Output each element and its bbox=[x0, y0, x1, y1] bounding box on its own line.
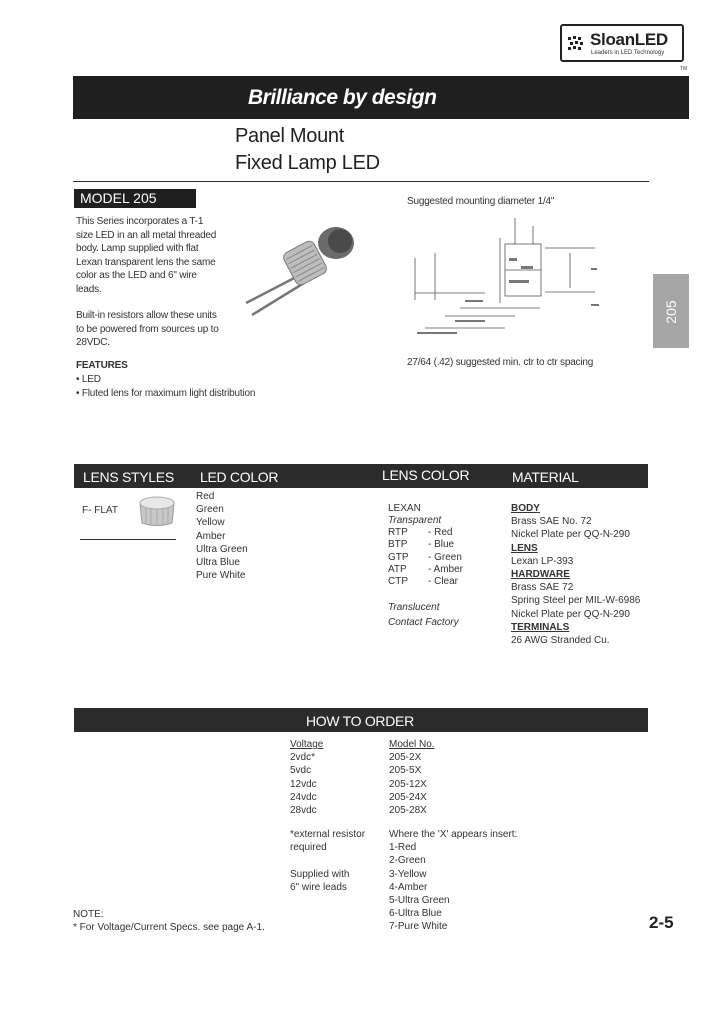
resistor-note bbox=[290, 828, 365, 854]
lens-code-color: - Red bbox=[428, 527, 453, 538]
lens-code-row bbox=[388, 576, 463, 588]
lens-code: BTP bbox=[388, 539, 408, 551]
material-header: MATERIAL bbox=[512, 469, 579, 485]
voltage-column bbox=[290, 738, 323, 817]
led-color-item: Yellow bbox=[196, 517, 225, 529]
insert-item: 7-Pure White bbox=[389, 921, 448, 933]
insert-item: 6-Ultra Blue bbox=[389, 908, 442, 920]
supplied-note bbox=[290, 868, 349, 894]
insert-item: 1-Red bbox=[389, 842, 417, 854]
note-line: 6" wire leads bbox=[290, 882, 347, 894]
note-line: *external resistor bbox=[290, 829, 366, 840]
lens-code-list bbox=[388, 527, 463, 588]
lens-code-color: - Blue bbox=[428, 539, 455, 551]
lens-code: RTP bbox=[388, 527, 408, 538]
model-value: 205-5X bbox=[389, 765, 422, 777]
order-header-bar bbox=[74, 708, 648, 732]
body-heading: BODY bbox=[511, 503, 540, 514]
feature-item: • Fluted lens for maximum light distribution bbox=[76, 387, 256, 399]
led-color-item: Ultra Blue bbox=[196, 557, 240, 569]
dimension-drawing bbox=[405, 208, 605, 343]
material-item: Brass SAE 72 bbox=[511, 582, 574, 594]
note-heading: NOTE: bbox=[73, 909, 104, 920]
lens-code-color: - Green bbox=[428, 551, 462, 563]
insert-item: 4-Amber bbox=[389, 881, 428, 893]
lens-style-divider bbox=[80, 539, 176, 540]
material-list bbox=[511, 502, 640, 647]
contact-factory-label: Contact Factory bbox=[388, 617, 459, 628]
flat-lens-photo bbox=[136, 493, 178, 529]
lens-code: GTP bbox=[388, 551, 409, 563]
brand-tagline: Leaders in LED Technology bbox=[591, 50, 665, 56]
material-item: 26 AWG Stranded Cu. bbox=[511, 635, 610, 647]
lens-styles-header: LENS STYLES bbox=[83, 469, 174, 485]
section-tab bbox=[653, 274, 689, 348]
slogan: Brilliance by design bbox=[248, 86, 437, 109]
desc-line: color as the LED and 6" wire bbox=[76, 270, 197, 281]
section-tab-label: 205 bbox=[663, 300, 679, 324]
mounting-note: Suggested mounting diameter 1/4" bbox=[407, 196, 555, 207]
lens-color-header: LENS COLOR bbox=[382, 467, 470, 483]
insert-item: 3-Yellow bbox=[389, 868, 427, 880]
voltage-heading: Voltage bbox=[290, 739, 324, 750]
hero-banner bbox=[73, 76, 689, 119]
desc-line: leads. bbox=[76, 283, 102, 295]
model-value: 205-28X bbox=[389, 805, 427, 817]
desc-line: This Series incorporates a T-1 bbox=[76, 216, 204, 227]
led-color-item: Amber bbox=[196, 530, 226, 542]
model-value: 205-24X bbox=[389, 791, 427, 803]
insert-list bbox=[389, 828, 517, 934]
page-number: 2-5 bbox=[649, 913, 674, 932]
model-description bbox=[76, 215, 236, 296]
voltage-value: 5vdc bbox=[290, 765, 312, 777]
material-item: Nickel Plate per QQ-N-290 bbox=[511, 529, 630, 541]
insert-item: 2-Green bbox=[389, 855, 426, 867]
footnote bbox=[73, 908, 265, 934]
voltage-value: 12vdc bbox=[290, 778, 317, 790]
lens-code: ATP bbox=[388, 563, 407, 575]
led-color-list bbox=[196, 490, 248, 582]
lens-code: CTP bbox=[388, 576, 408, 588]
led-color-item: Red bbox=[196, 491, 215, 502]
voltage-value: 2vdc* bbox=[290, 752, 316, 764]
led-color-item: Pure White bbox=[196, 570, 246, 582]
translucent-label: Translucent bbox=[388, 602, 440, 613]
lens-code-row bbox=[388, 527, 463, 539]
material-item: Lexan LP-393 bbox=[511, 555, 574, 567]
led-color-header: LED COLOR bbox=[200, 469, 279, 485]
desc-line: body. Lamp supplied with flat bbox=[76, 243, 199, 254]
lens-heading: LENS bbox=[511, 542, 538, 554]
led-color-item: Ultra Green bbox=[196, 543, 248, 555]
lens-code-color: - Clear bbox=[428, 576, 459, 588]
lens-code-color: - Amber bbox=[428, 563, 464, 575]
transparent-label: Transparent bbox=[388, 515, 442, 526]
trademark: TM bbox=[680, 66, 688, 72]
desc-line: to be powered from sources up to bbox=[76, 323, 219, 335]
model-label: MODEL 205 bbox=[74, 189, 196, 208]
desc-line: Built-in resistors allow these units bbox=[76, 310, 217, 321]
desc-line: size LED in an all metal threaded bbox=[76, 229, 217, 241]
brand-logo bbox=[560, 24, 684, 62]
resistor-description bbox=[76, 309, 246, 350]
note-text: * For Voltage/Current Specs. see page A-1. bbox=[73, 922, 265, 934]
led-color-item: Green bbox=[196, 504, 224, 516]
insert-heading: Where the 'X' appears insert: bbox=[389, 829, 518, 840]
material-item: Nickel Plate per QQ-N-290 bbox=[511, 608, 630, 620]
features-heading: FEATURES bbox=[76, 360, 128, 371]
features-list bbox=[76, 373, 286, 400]
note-line: required bbox=[290, 842, 327, 854]
brand-name: SloanLED bbox=[590, 30, 668, 49]
model-column bbox=[389, 738, 435, 817]
voltage-value: 24vdc bbox=[290, 791, 317, 803]
page-title-line1: Panel Mount bbox=[235, 125, 344, 147]
how-to-order-header: HOW TO ORDER bbox=[306, 713, 414, 729]
model-value: 205-12X bbox=[389, 778, 427, 790]
lens-material: LEXAN bbox=[388, 503, 421, 514]
sloanled-logo-icon bbox=[567, 35, 587, 53]
desc-line: Lexan transparent lens the same bbox=[76, 256, 216, 268]
lens-code-row bbox=[388, 539, 463, 551]
model-value: 205-2X bbox=[389, 752, 422, 764]
terminals-heading: TERMINALS bbox=[511, 621, 570, 633]
lens-code-row bbox=[388, 552, 463, 564]
feature-item: • LED bbox=[76, 374, 101, 385]
title-divider bbox=[73, 181, 649, 182]
note-line: Supplied with bbox=[290, 869, 350, 880]
hardware-heading: HARDWARE bbox=[511, 569, 570, 581]
spacing-note: 27/64 (.42) suggested min. ctr to ctr spacing bbox=[407, 357, 594, 368]
material-item: Brass SAE No. 72 bbox=[511, 516, 592, 528]
page-title-line2: Fixed Lamp LED bbox=[235, 152, 380, 174]
panel-mount-led-photo bbox=[240, 215, 370, 320]
voltage-value: 28vdc bbox=[290, 805, 317, 817]
desc-line: 28VDC. bbox=[76, 337, 110, 348]
insert-item: 5-Ultra Green bbox=[389, 895, 450, 907]
material-item: Spring Steel per MIL-W-6986 bbox=[511, 595, 641, 607]
specs-header-bar bbox=[74, 464, 648, 488]
lens-code-row bbox=[388, 564, 463, 576]
model-heading: Model No. bbox=[389, 739, 435, 750]
lens-style-flat: F- FLAT bbox=[82, 505, 118, 516]
